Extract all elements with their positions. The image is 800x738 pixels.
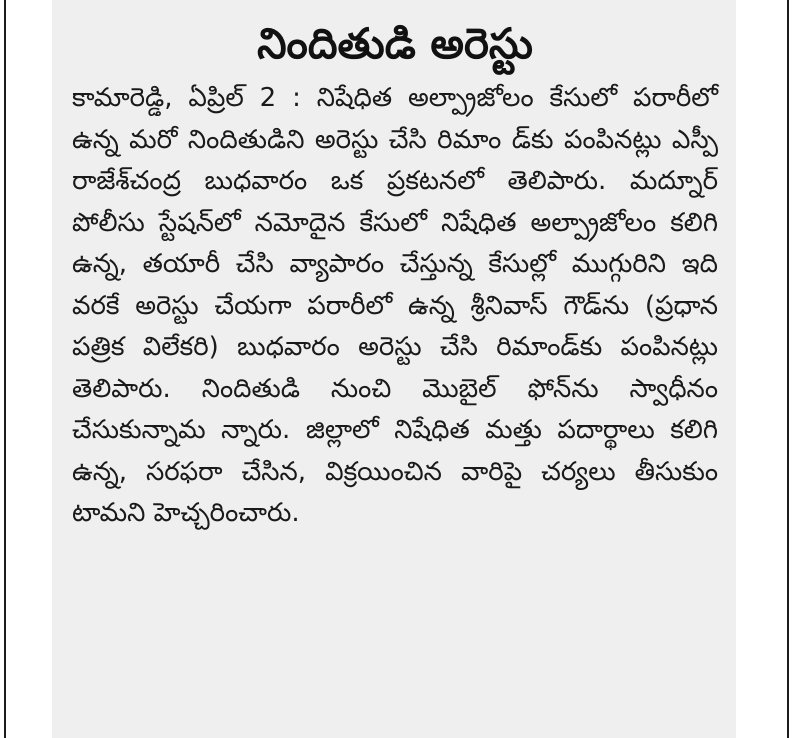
left-column-rule: [4, 0, 6, 738]
right-column-rule: [787, 0, 789, 738]
news-article-clipping: [52, 0, 736, 738]
article-body: కామారెడ్డి, ఏప్రిల్ 2 : నిషేధిత అల్ప్రాజోలం కేసులో పరారీలో ఉన్న మరో నిందితుడిని అరెస్టు చేసి రిమాం డ్‌కు పంపినట్లు ఎస్పీ రాజేశ్‌చంద్ర బుధవారం ఒక ప్రకటనలో తెలిపారు. మద్నూర్ పోలీసు స్టేషన్‌లో నమోదైన కేసులో నిషేధిత అల్ప్రాజోలం కలిగి ఉన్న, తయారీ చేసి వ్యాపారం చేస్తున్న కేసుల్లో ముగ్గురిని ఇది వరకే అరెస్టు చేయగా పరారీలో ఉన్న శ్రీనివాస్ గౌడ్‌ను (ప్రధాన పత్రిక విలేకరి) బుధవారం అరెస్టు చేసి రిమాండ్‌కు పంపినట్లు తెలిపారు. నిందితుడి నుంచి మొబైల్ ఫోన్‌ను స్వాధీనం చేసుకున్నామ న్నారు. జిల్లాలో నిషేధిత మత్తు పదార్థాలు కలిగి ఉన్న, సరఫరా చేసిన, విక్రయించిన వారిపై చర్యలు తీసుకుం టామని హెచ్చరించారు.: [72, 83, 718, 528]
article-headline: నిందితుడి అరెస్టు: [257, 19, 533, 68]
